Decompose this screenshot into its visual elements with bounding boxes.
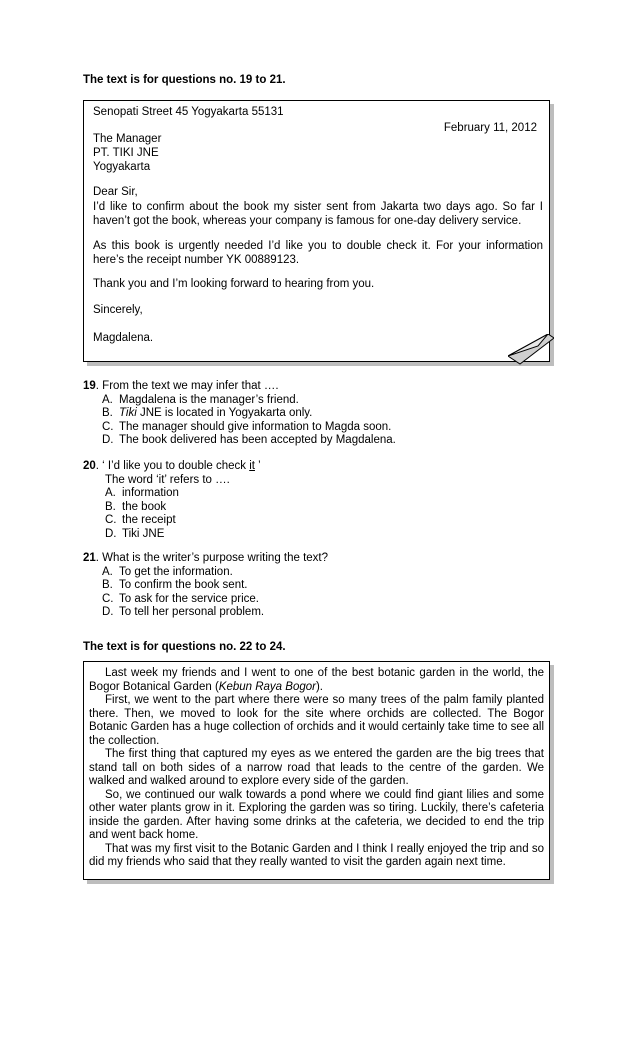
salutation: Dear Sir, [93,186,138,198]
page-curl-decoration [508,334,554,366]
question-number: 20 [83,460,96,472]
passage-paragraph-5: That was my first visit to the Botanic Garden and I think I really enjoyed the trip and so did my friends who said that they really wanted to visit the garden again next time. [89,842,544,868]
recipient-line-1: The Manager [93,133,162,145]
question-20: 20. ‘ I’d like you to double check it ’ The word ‘it’ refers to …. A. information B. the book C. the receipt D. Tiki JNE [83,460,261,540]
option-c[interactable]: C. the receipt [105,514,176,526]
question-21 [83,552,328,620]
option-d[interactable]: D. The book delivered has been accepted by Magdalena. [102,434,396,446]
signature: Magdalena. [93,332,154,344]
option-a[interactable]: A. To get the information. [102,565,233,578]
option-b[interactable]: B. Tiki JNE is located in Yogyakarta only. [102,407,313,419]
closing: Sincerely, [93,304,143,316]
passage-paragraph-4: So, we continued our walk towards a pond where we could find giant lilies and some other water plants grow in it. Exploring the garden was so tiring. Luckily, there’s cafeteria inside the garden. After having some drinks at the cafeteria, we decided to end the trip and went back home. [89,788,544,841]
option-c[interactable]: C. The manager should give information to Magda soon. [102,420,392,433]
passage-paragraph-1: Last week my friends and I went to one of the best botanic garden in the world, the Bogor Botanical Garden (Kebun Raya Bogor). [89,667,544,693]
option-a[interactable]: A. Magdalena is the manager’s friend. [102,393,299,406]
question-19 [83,380,396,448]
letter-paragraph-1: I’d like to confirm about the book my sister sent from Jakarta two days ago. So far I haven’t got the book, whereas your company is famous for one-day delivery service. [93,201,543,227]
question-number: 19 [83,380,96,392]
reading-passage-box [83,661,550,880]
question-number: 21 [83,552,96,564]
recipient-line-2: PT. TIKI JNE [93,147,159,159]
question-stem: . From the text we may infer that …. [95,380,279,392]
option-c[interactable]: C. To ask for the service price. [102,592,259,605]
option-b[interactable]: B. To confirm the book sent. [102,579,248,591]
letter-paragraph-3: Thank you and I’m looking forward to hearing from you. [93,278,375,290]
question-sub-stem: The word ‘it’ refers to …. [105,473,230,486]
passage-paragraph-2: First, we went to the part where there were so many trees of the palm family planted there. Then, we moved to look for the site where orchids are collected. The Bogor Botanic Garden has a huge collection of orchids and it would certainly take time to see all the collection. [89,694,544,747]
question-stem: . What is the writer’s purpose writing the text? [95,552,329,564]
passage-paragraph-3: The first thing that captured my eyes as we entered the garden are the big trees that stand tall on both sides of a narrow road that leads to the centre of the garden. We walked and walked around to explore every side of the garden. [89,748,544,787]
section-heading-22-24: The text is for questions no. 22 to 24. [83,641,286,653]
option-d[interactable]: D. Tiki JNE [105,527,165,540]
letter-paragraph-2: As this book is urgently needed I’d like you to double check it. For your information here’s the receipt number YK 00889123. [93,240,543,266]
option-a[interactable]: A. information [105,487,179,499]
section-heading-19-21: The text is for questions no. 19 to 21. [83,74,286,86]
letter-box [83,100,550,362]
recipient-line-3: Yogyakarta [93,161,151,173]
option-d[interactable]: D. To tell her personal problem. [102,606,265,618]
sender-address: Senopati Street 45 Yogyakarta 55131 [93,106,284,118]
letter-date: February 11, 2012 [443,122,537,134]
option-b[interactable]: B. the book [105,500,167,513]
